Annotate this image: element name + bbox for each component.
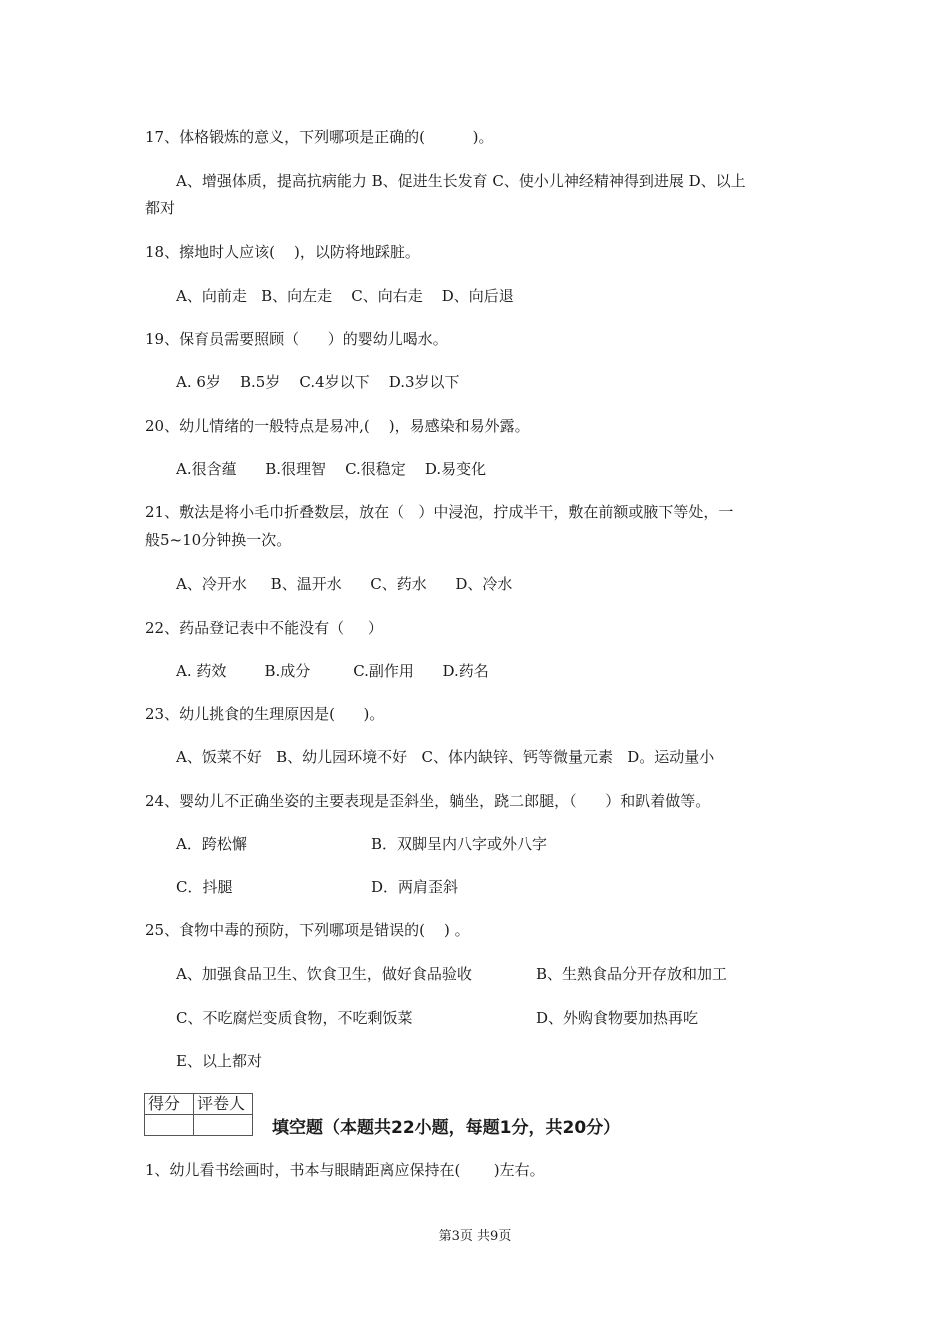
q20-stem: 20、幼儿情绪的一般特点是易冲,( )，易感染和易外露。 <box>145 417 530 435</box>
q25-option-a: A、加强食品卫生、饮食卫生，做好食品验收 <box>176 965 472 983</box>
q17-stem: 17、体格锻炼的意义，下列哪项是正确的( )。 <box>145 128 494 146</box>
q23-stem: 23、幼儿挑食的生理原因是( )。 <box>145 705 385 723</box>
q25-option-d: D、外购食物要加热再吃 <box>536 1009 699 1027</box>
q19-options: A. 6岁 B.5岁 C.4岁以下 D.3岁以下 <box>176 373 460 391</box>
score-box-entry-row <box>145 1115 253 1136</box>
grader-cell <box>194 1115 253 1136</box>
q24-option-a: A．跨松懈 <box>176 835 247 853</box>
q21-options: A、冷开水 B、温开水 C、药水 D、冷水 <box>176 575 513 593</box>
section-title: 填空题（本题共22小题，每题1分，共20分） <box>272 1118 621 1138</box>
q17-options: A、增强体质，提高抗病能力 B、促进生长发育 C、使小儿神经精神得到进展 D、以上 <box>176 172 746 190</box>
score-box <box>144 1093 253 1136</box>
q24-stem: 24、婴幼儿不正确坐姿的主要表现是歪斜坐，躺坐，跷二郎腿，（ ）和趴着做等。 <box>145 792 711 810</box>
score-label: 得分 <box>145 1094 194 1115</box>
q24-option-d: D．两肩歪斜 <box>371 878 459 896</box>
q24-option-c: C．抖腿 <box>176 878 233 896</box>
score-box-header-row <box>145 1094 253 1115</box>
q22-options: A. 药效 B.成分 C.副作用 D.药名 <box>176 662 489 680</box>
q25-option-c: C、不吃腐烂变质食物，不吃剩饭菜 <box>176 1009 413 1027</box>
q18-options: A、向前走 B、向左走 C、向右走 D、向后退 <box>176 287 514 305</box>
fill-q1: 1、幼儿看书绘画时，书本与眼睛距离应保持在( )左右。 <box>145 1161 545 1179</box>
q17-options-cont: 都对 <box>145 199 176 217</box>
grader-label: 评卷人 <box>194 1094 253 1115</box>
q20-options: A.很含蕴 B.很理智 C.很稳定 D.易变化 <box>176 460 487 478</box>
q19-stem: 19、保育员需要照顾（ ）的婴幼儿喝水。 <box>145 330 448 348</box>
q25-stem: 25、食物中毒的预防，下列哪项是错误的( ) 。 <box>145 921 470 939</box>
score-cell <box>145 1115 194 1136</box>
q22-stem: 22、药品登记表中不能没有（ ） <box>145 619 383 637</box>
q18-stem: 18、擦地时人应该( )，以防将地踩脏。 <box>145 243 420 261</box>
page-footer: 第3页 共9页 <box>438 1229 512 1244</box>
q21-stem-cont: 般5~10分钟换一次。 <box>145 531 292 549</box>
q21-stem: 21、敷法是将小毛巾折叠数层，放在（ ）中浸泡，拧成半干，敷在前额或腋下等处，一 <box>145 503 734 521</box>
q25-option-b: B、生熟食品分开存放和加工 <box>536 965 728 983</box>
q23-options: A、饭菜不好 B、幼儿园环境不好 C、体内缺锌、钙等微量元素 D。运动量小 <box>176 748 715 766</box>
q25-option-e: E、以上都对 <box>176 1052 262 1070</box>
q24-option-b: B．双脚呈内八字或外八字 <box>371 835 548 853</box>
